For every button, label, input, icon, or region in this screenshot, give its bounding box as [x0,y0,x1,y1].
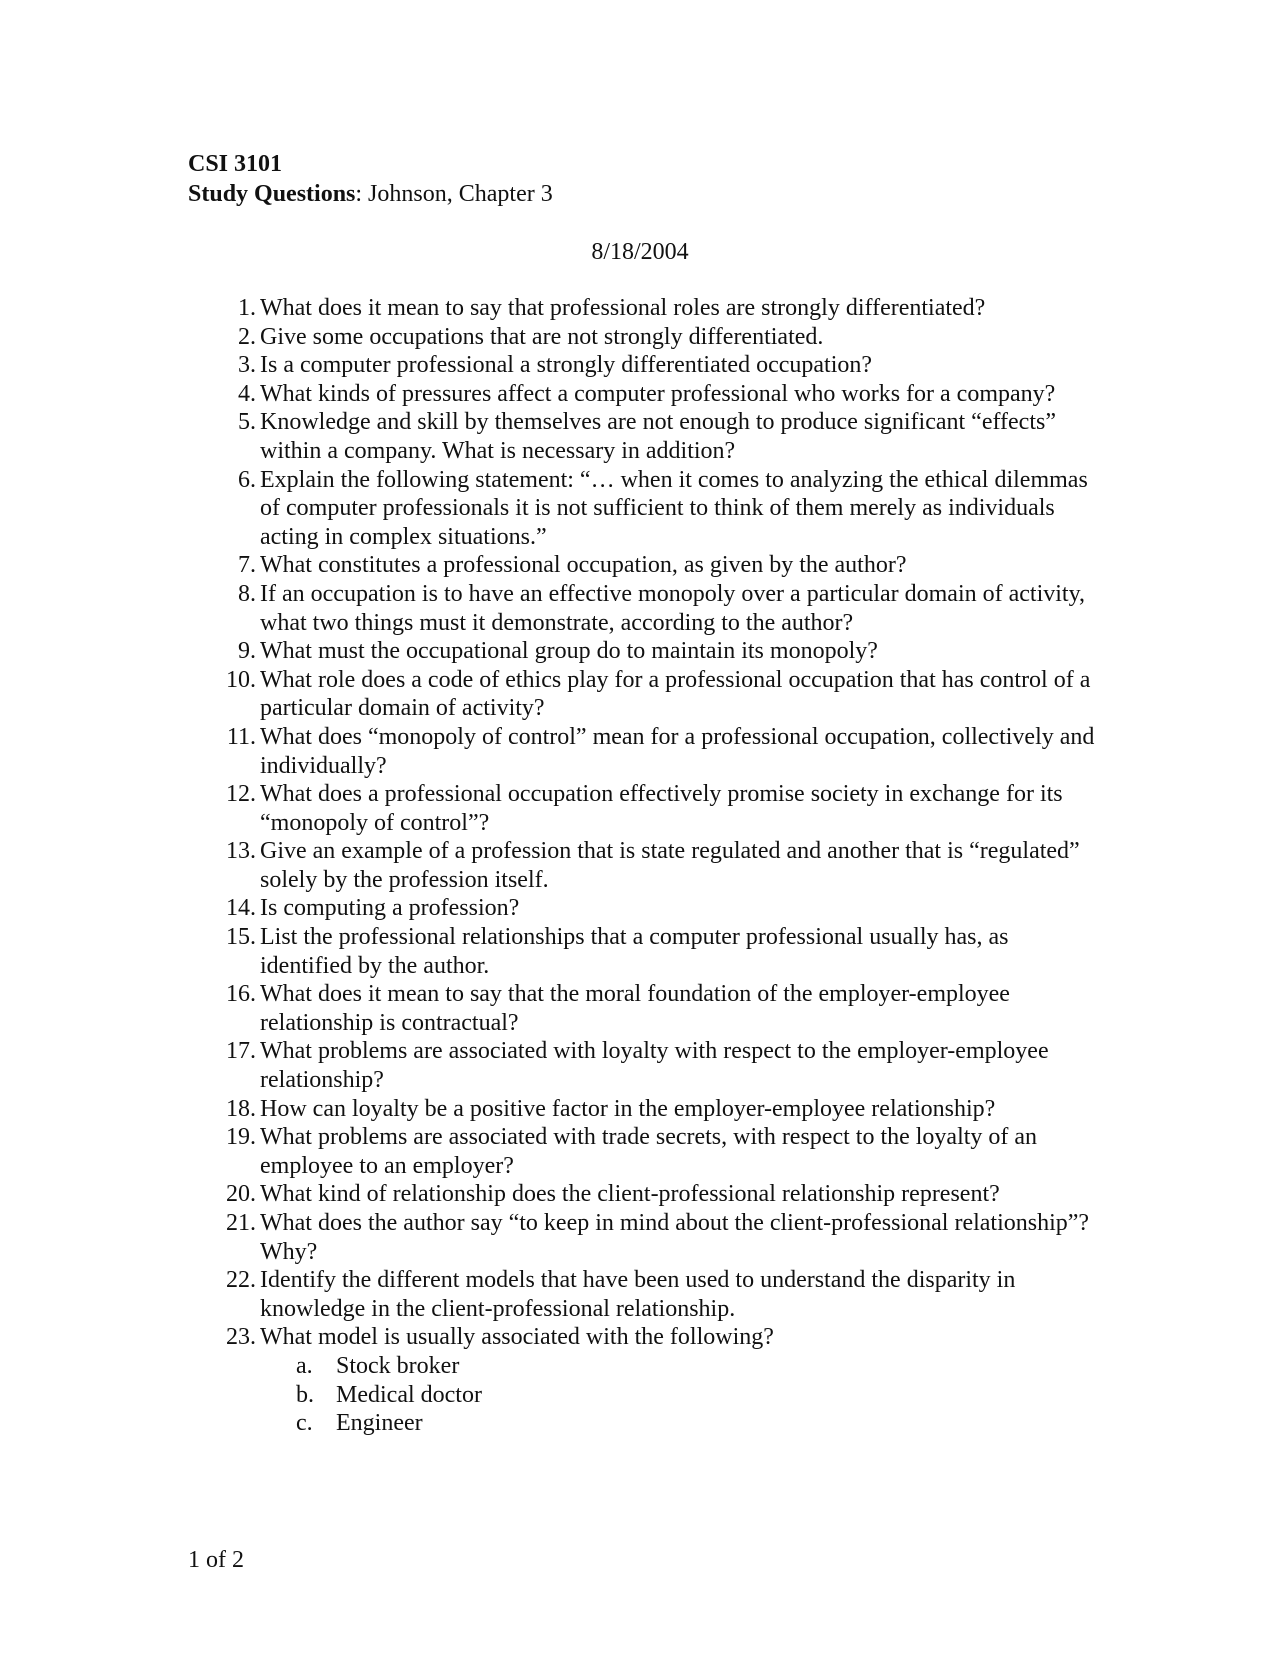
question-number: 18. [226,1095,256,1122]
question-item [222,1095,1102,1124]
study-questions-label: Study Questions [188,181,356,207]
document-date: 8/18/2004 [591,239,689,265]
question-number: 4. [238,380,256,407]
question-item [222,323,1102,352]
sub-question-letter: c. [296,1410,313,1437]
sub-question-item [260,1352,1102,1381]
question-number: 11. [226,723,256,750]
question-text: What does it mean to say that professional roles are strongly differentiated? [260,295,986,321]
question-text: What kinds of pressures affect a computer professional who works for a company? [260,380,1056,407]
question-list [222,294,1102,1438]
sub-question-list [260,1352,1102,1438]
question-text: Is computing a profession? [260,895,520,922]
question-item [222,980,1102,1037]
question-number: 19. [226,1124,256,1151]
question-text: What constitutes a professional occupation, as given by the author? [260,552,907,579]
question-item [222,1123,1102,1180]
question-number: 6. [238,466,256,493]
question-item [222,380,1102,409]
question-item [222,780,1102,837]
question-text: How can loyalty be a positive factor in the employer-employee relationship? [260,1095,996,1122]
question-number: 13. [226,838,256,865]
question-number: 3. [238,352,256,379]
question-text: List the professional relationships that a computer professional usually has, as identified by the author. [260,924,1009,979]
question-text: What kind of relationship does the client-professional relationship represent? [260,1181,1000,1208]
sub-question-text: Medical doctor [336,1381,482,1408]
question-number: 21. [226,1210,256,1236]
study-title [188,179,1138,209]
sub-question-letter: a. [296,1352,313,1379]
question-text: If an occupation is to have an effective monopoly over a particular domain of activity, what two things must it demonstrate, according to the author? [260,580,1086,636]
question-text: What problems are associated with trade secrets, with respect to the loyalty of an employee to an employer? [260,1124,1038,1179]
question-text: Give some occupations that are not strongly differentiated. [260,323,824,350]
sub-question-item [260,1409,1102,1438]
question-number: 1. [238,295,256,321]
question-text: Is a computer professional a strongly differentiated occupation? [260,352,873,379]
question-item [222,408,1102,465]
question-item [222,351,1102,380]
question-item [222,1037,1102,1094]
question-item [222,637,1102,666]
study-questions-source: : Johnson, Chapter 3 [355,181,553,207]
course-code: CSI 3101 [188,151,283,177]
question-text: Explain the following statement: “… when it comes to analyzing the ethical dilemmas of computer professionals it is not sufficient to think of them merely as individuals acting in complex situations.” [260,466,1088,550]
question-number: 15. [226,924,256,951]
question-text: What does “monopoly of control” mean for a professional occupation, collectively and individually? [260,723,1095,779]
question-number: 7. [238,552,256,579]
question-number: 16. [226,981,256,1008]
sub-question-text: Engineer [336,1410,423,1437]
document-header [188,149,1138,209]
question-number: 20. [226,1181,256,1208]
question-number: 2. [238,323,256,350]
question-item [222,837,1102,894]
question-number: 5. [238,409,256,436]
question-item [222,666,1102,723]
question-item [222,1266,1102,1323]
question-item [222,723,1102,780]
question-number: 23. [226,1324,256,1351]
sub-question-text: Stock broker [336,1352,460,1379]
question-text: What role does a code of ethics play for a professional occupation that has control of a particular domain of activity? [260,666,1091,722]
question-text: Identify the different models that have been used to understand the disparity in knowledge in the client-professional relationship. [260,1267,1016,1322]
question-text: What does the author say “to keep in mind about the client-professional relationship”? Why? [260,1210,1090,1265]
page-number: 1 of 2 [188,1547,244,1573]
question-item [222,1180,1102,1209]
question-number: 22. [226,1267,256,1294]
question-number: 9. [238,638,256,665]
question-text: Give an example of a profession that is state regulated and another that is “regulated” solely by the profession itself. [260,838,1080,893]
sub-question-letter: b. [296,1381,314,1408]
question-number: 8. [238,580,256,607]
sub-question-item [260,1381,1102,1410]
question-number: 10. [226,666,256,693]
question-text: What does it mean to say that the moral foundation of the employer-employee relationship is contractual? [260,981,1010,1036]
question-item [222,1323,1102,1437]
question-number: 12. [226,781,256,808]
question-item [222,551,1102,580]
question-item [222,1209,1102,1266]
question-item [222,580,1102,637]
question-text: What problems are associated with loyalty with respect to the employer-employee relationship? [260,1038,1049,1094]
question-item [222,294,1102,323]
question-text: What must the occupational group do to maintain its monopoly? [260,638,878,665]
question-text: Knowledge and skill by themselves are not enough to produce significant “effects” within a company. What is necessary in addition? [260,409,1056,464]
question-text: What does a professional occupation effectively promise society in exchange for its “monopoly of control”? [260,781,1063,836]
question-number: 14. [226,895,256,922]
question-text: What model is usually associated with the following? [260,1324,774,1351]
question-item [222,466,1102,552]
question-item [222,923,1102,980]
question-number: 17. [226,1038,256,1065]
question-item [222,894,1102,923]
